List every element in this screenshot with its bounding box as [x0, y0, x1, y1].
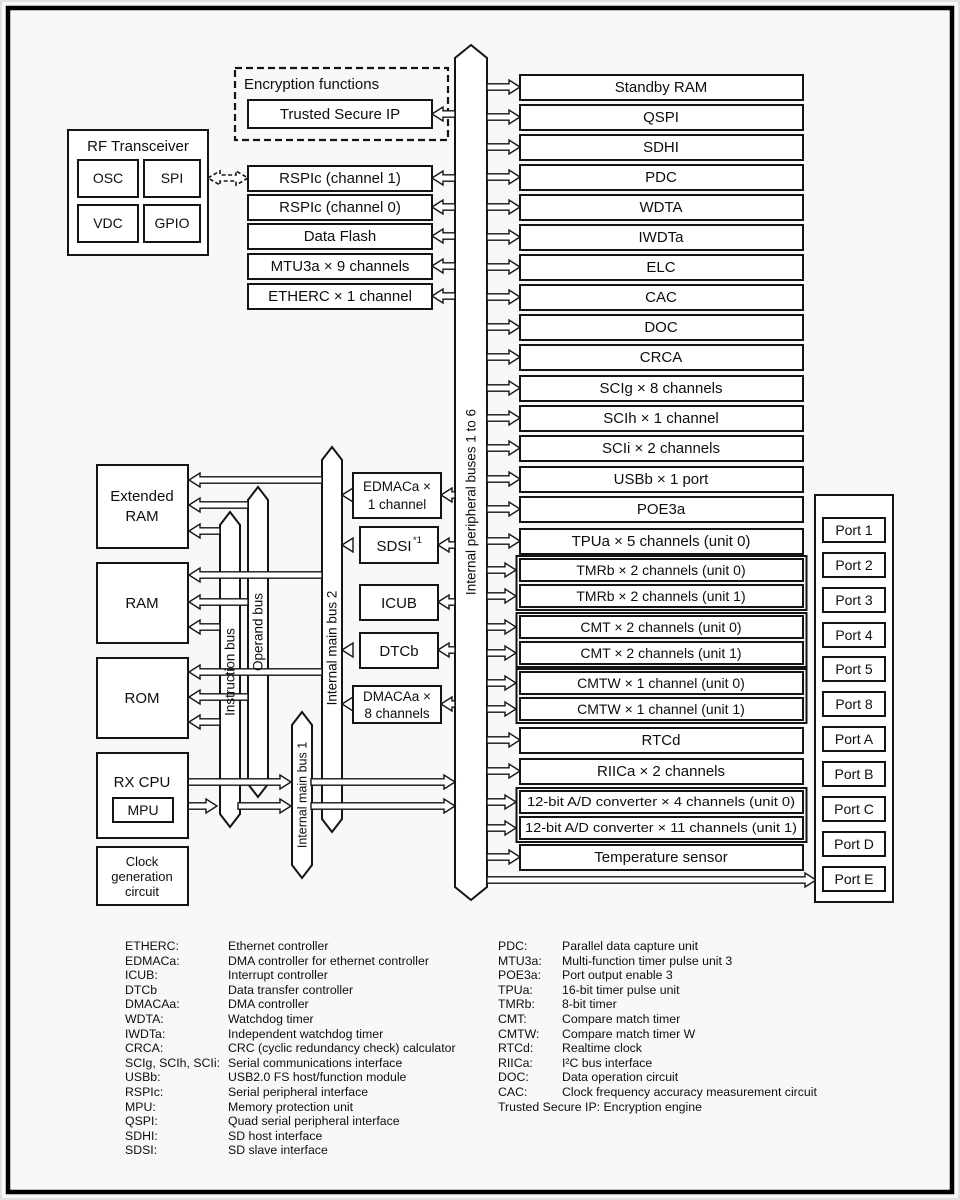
bus-arrow	[487, 200, 520, 214]
legend-term: QSPI:	[125, 1114, 158, 1128]
extended-ram-label-line1: Extended	[110, 488, 174, 505]
rf-transceiver-title: RF Transceiver	[87, 138, 189, 155]
peripheral-label: DOC	[644, 319, 678, 336]
legend-term: SDHI:	[125, 1129, 158, 1143]
bus-arrow	[487, 821, 516, 835]
bus-arrow	[441, 697, 455, 711]
bus-arrow	[487, 795, 516, 809]
legend-term: Trusted Secure IP: Encryption engine	[498, 1100, 702, 1114]
peripheral-label: CAC	[645, 289, 677, 306]
bus-arrow	[438, 595, 455, 609]
peripheral-label: ELC	[646, 259, 676, 276]
legend-term: POE3a:	[498, 968, 542, 982]
legend-def: Independent watchdog timer	[228, 1027, 384, 1041]
legend-term: SCIg, SCIh, SCIi:	[125, 1056, 220, 1070]
peripheral-label: 12-bit A/D converter × 4 channels (unit 0)	[527, 794, 795, 809]
legend-term: CRCA:	[125, 1041, 164, 1055]
legend-def: Data transfer controller	[228, 983, 354, 997]
bus-arrow	[487, 230, 520, 244]
peripheral-label: RTCd	[641, 732, 681, 749]
port-label: Port E	[834, 871, 874, 887]
legend-def: Serial peripheral interface	[228, 1085, 369, 1099]
port-label: Port 1	[835, 522, 873, 538]
bus-arrow	[487, 850, 520, 864]
bus-arrow	[487, 472, 520, 486]
memory-bus-arrow	[189, 715, 220, 729]
edmaca-label-line2: 1 channel	[367, 497, 427, 512]
mpu-label: MPU	[127, 802, 159, 818]
bus-arrow	[487, 676, 516, 690]
bus-arrow	[438, 643, 455, 657]
port-label: Port 4	[835, 627, 873, 643]
legend-term: DOC:	[498, 1070, 529, 1084]
cpu-bus-arrow	[188, 799, 217, 813]
peripheral-label: CMT × 2 channels (unit 1)	[580, 645, 742, 661]
port-label: Port C	[834, 801, 874, 817]
peripheral-label: SDHI	[643, 139, 679, 156]
bus-arrow	[487, 110, 520, 124]
peripheral-label: USBb × 1 port	[613, 471, 709, 488]
bus-arrow	[487, 170, 520, 184]
ram-label: RAM	[125, 595, 159, 612]
bus-arrow	[342, 488, 353, 502]
legend-def: Quad serial peripheral interface	[228, 1114, 400, 1128]
bus-arrow	[487, 411, 520, 425]
legend-def: Memory protection unit	[228, 1100, 354, 1114]
bus-arrow	[487, 702, 516, 716]
legend-def: 8-bit timer	[562, 997, 617, 1011]
bus-arrow	[432, 289, 455, 303]
legend-term: WDTA:	[125, 1012, 164, 1026]
legend-term: RTCd:	[498, 1041, 534, 1055]
bus-arrow	[432, 171, 455, 185]
legend-term: SDSI:	[125, 1143, 158, 1157]
legend-def: Compare match timer W	[562, 1027, 696, 1041]
rf-vdc-label: VDC	[93, 215, 123, 231]
legend-def: Clock frequency accuracy measurement circuit	[562, 1085, 817, 1099]
data-flash-label: Data Flash	[303, 228, 377, 245]
bus-arrow	[438, 538, 455, 552]
legend-term: RIICa:	[498, 1056, 533, 1070]
peripheral-label: QSPI	[643, 109, 679, 126]
legend-term: ICUB:	[125, 968, 158, 982]
legend-term: RSPIc:	[125, 1085, 164, 1099]
legend-term: ETHERC:	[125, 939, 179, 953]
bus-arrow	[487, 764, 520, 778]
legend-def: Serial communications interface	[228, 1056, 403, 1070]
rspic0-label: RSPIc (channel 0)	[279, 199, 401, 216]
peripheral-label: RIICa × 2 channels	[597, 763, 725, 780]
dtcb-label: DTCb	[379, 643, 419, 660]
legend-def: Compare match timer	[562, 1012, 681, 1026]
port-label: Port D	[834, 836, 874, 852]
bus-arrow	[432, 200, 455, 214]
peripheral-label: SCIg × 8 channels	[599, 380, 723, 397]
bus-arrow	[487, 80, 520, 94]
bus-arrow	[487, 589, 516, 603]
rspic1-label: RSPIc (channel 1)	[279, 170, 401, 187]
bus-arrow	[487, 534, 520, 548]
legend-def: SD slave interface	[228, 1143, 328, 1157]
peripheral-label: IWDTa	[638, 229, 684, 246]
peripheral-label: TPUa × 5 channels (unit 0)	[571, 533, 751, 550]
port-label: Port B	[834, 766, 874, 782]
peripheral-label: WDTA	[639, 199, 683, 216]
peripheral-label: CMTW × 1 channel (unit 1)	[577, 701, 745, 717]
extended-ram-box	[97, 465, 188, 548]
legend-term: IWDTa:	[125, 1027, 166, 1041]
legend-def: Multi-function timer pulse unit 3	[562, 954, 733, 968]
sdsi-footnote-mark: *1	[413, 535, 422, 546]
legend-def: Interrupt controller	[228, 968, 328, 982]
peripheral-label: TMRb × 2 channels (unit 1)	[576, 588, 746, 604]
peripheral-label: CMTW × 1 channel (unit 0)	[577, 675, 745, 691]
bus-arrow	[487, 563, 516, 577]
legend-def: DMA controller for ethernet controller	[228, 954, 429, 968]
rf-spi-link-arrow	[208, 171, 248, 185]
trusted-secure-ip-label: Trusted Secure IP	[279, 106, 401, 123]
memory-bus-arrow	[189, 473, 322, 487]
bus-arrow	[487, 140, 520, 154]
rf-gpio-label: GPIO	[154, 215, 190, 231]
legend-def: Watchdog timer	[228, 1012, 314, 1026]
clock-label-line1: Clock	[125, 854, 159, 869]
legend-def: Data operation circuit	[562, 1070, 679, 1084]
legend-term: CMTW:	[498, 1027, 540, 1041]
memory-bus-arrow	[189, 620, 220, 634]
legend-def: Parallel data capture unit	[562, 939, 699, 953]
clock-label-line2: generation	[111, 869, 173, 884]
port-label: Port 5	[835, 661, 873, 677]
mtu3a-label: MTU3a × 9 channels	[270, 258, 410, 275]
legend-def: USB2.0 FS host/function module	[228, 1070, 407, 1084]
bus-arrow	[432, 229, 455, 243]
port-label: Port 3	[835, 592, 873, 608]
bus-to-ports-arrow	[487, 873, 816, 887]
rf-spi-label: SPI	[160, 170, 184, 186]
rx-cpu-label: RX CPU	[113, 774, 171, 791]
memory-bus-arrow	[189, 498, 248, 512]
legend-def: Realtime clock	[562, 1041, 642, 1055]
legend-term: CAC:	[498, 1085, 528, 1099]
legend-def: SD host interface	[228, 1129, 323, 1143]
peripheral-label: 12-bit A/D converter × 11 channels (unit 1)	[525, 820, 797, 835]
icub-label: ICUB	[381, 595, 417, 612]
dmacaa-label-line1: DMACAa ×	[363, 689, 431, 704]
peripheral-label: CMT × 2 channels (unit 0)	[580, 619, 742, 635]
bus-arrow	[487, 350, 520, 364]
memory-bus-arrow	[189, 524, 220, 538]
cpu-bus-arrow	[238, 799, 291, 813]
bus-arrow	[487, 260, 520, 274]
edmaca-label-line1: EDMACa ×	[363, 479, 431, 494]
operand-bus-label: Operand bus	[250, 592, 266, 672]
peripheral-label: SCIh × 1 channel	[603, 410, 719, 427]
legend-term: DMACAa:	[125, 997, 180, 1011]
bus-arrow	[342, 643, 353, 657]
bus-arrow	[487, 441, 520, 455]
rx-cpu-box	[97, 753, 188, 838]
legend-def: DMA controller	[228, 997, 309, 1011]
legend-def: 16-bit timer pulse unit	[562, 983, 680, 997]
legend-left	[125, 939, 456, 1157]
rom-label: ROM	[124, 690, 160, 707]
port-label: Port 2	[835, 557, 873, 573]
legend-term: MTU3a:	[498, 954, 542, 968]
legend-term: CMT:	[498, 1012, 527, 1026]
bus-arrow	[487, 320, 520, 334]
peripheral-label: Temperature sensor	[594, 849, 728, 866]
legend-def: Ethernet controller	[228, 939, 329, 953]
legend-def: Port output enable 3	[562, 968, 673, 982]
instruction-bus-label: Instruction bus	[222, 628, 238, 716]
bus-arrow	[487, 646, 516, 660]
etherc-label: ETHERC × 1 channel	[268, 288, 412, 305]
bus-arrow	[487, 733, 520, 747]
peripheral-label: TMRb × 2 channels (unit 0)	[576, 562, 746, 578]
legend-term: MPU:	[125, 1100, 156, 1114]
internal-peripheral-bus-label: Internal peripheral buses 1 to 6	[463, 408, 479, 596]
legend-term: TMRb:	[498, 997, 535, 1011]
legend-term: TPUa:	[498, 983, 533, 997]
bus-arrow	[487, 290, 520, 304]
peripheral-label: POE3a	[636, 501, 686, 518]
dmacaa-label-line2: 8 channels	[364, 706, 430, 721]
clock-label-line3: circuit	[125, 884, 159, 899]
sdsi-label: SDSI	[376, 538, 412, 555]
legend-def: CRC (cyclic redundancy check) calculator	[228, 1041, 456, 1055]
bus-arrow	[342, 697, 353, 711]
internal-main-bus-1-label: Internal main bus 1	[295, 741, 310, 849]
peripheral-label: CRCA	[639, 349, 683, 366]
legend-term: DTCb	[125, 983, 158, 997]
port-label: Port A	[834, 731, 874, 747]
peripheral-label: PDC	[645, 169, 677, 186]
port-label: Port 8	[835, 696, 873, 712]
legend-term: USBb:	[125, 1070, 161, 1084]
bus-arrow	[432, 259, 455, 273]
bus-arrow	[487, 620, 516, 634]
legend-right	[498, 939, 817, 1114]
bus-arrow	[342, 538, 353, 552]
legend-term: PDC:	[498, 939, 528, 953]
bus-arrow	[487, 381, 520, 395]
peripheral-label: Standby RAM	[614, 79, 708, 96]
bus-arrow	[487, 502, 520, 516]
legend-term: EDMACa:	[125, 954, 180, 968]
bus-arrow	[432, 107, 455, 121]
extended-ram-label-line2: RAM	[125, 508, 159, 525]
peripheral-label: SCIi × 2 channels	[602, 440, 720, 457]
rf-osc-label: OSC	[92, 170, 124, 186]
encryption-title: Encryption functions	[244, 76, 380, 93]
internal-main-bus-2-label: Internal main bus 2	[324, 590, 340, 706]
legend-def: I²C bus interface	[562, 1056, 653, 1070]
bus-arrow	[441, 488, 455, 502]
